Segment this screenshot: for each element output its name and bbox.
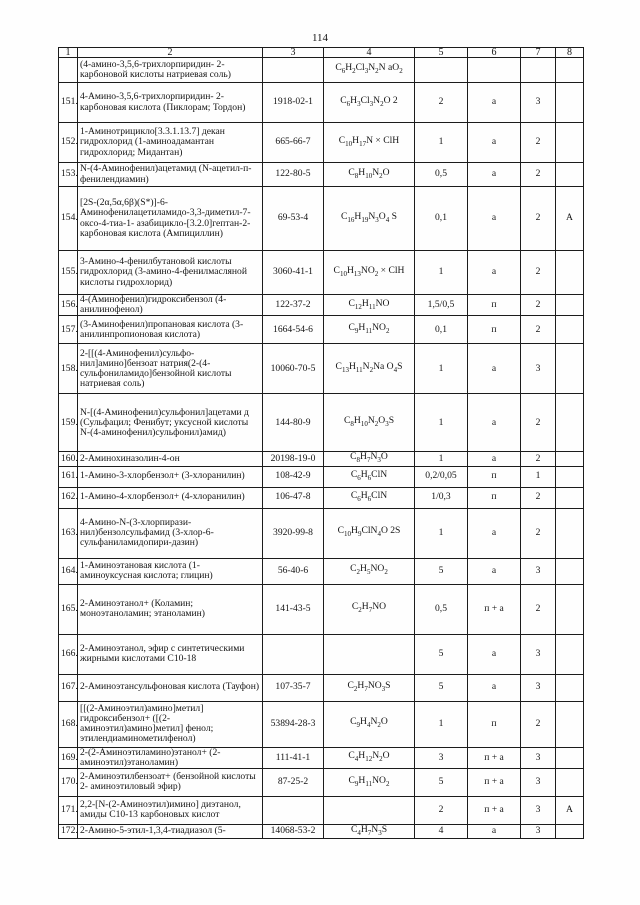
aggregate-state: а — [468, 558, 521, 584]
chemical-formula: $C_2H_5NO_2$ — [324, 558, 415, 584]
chemical-formula: $C_{10}H_9ClN_4O$ 2S — [324, 508, 415, 558]
cas-number: 108-42-9 — [263, 466, 324, 487]
aggregate-state: а — [468, 251, 521, 295]
row-number: 154. — [59, 187, 78, 251]
chemical-formula: $C_6H_6ClN$ — [324, 466, 415, 487]
aggregate-state: п + а — [468, 796, 521, 824]
hazard-class: 3 — [521, 558, 556, 584]
limit-value: 1 — [415, 452, 468, 466]
cas-number: 14068-53-2 — [263, 824, 324, 838]
limit-value: 1 — [415, 701, 468, 747]
substance-name: 2-Аминоэтилбензоат+ (бензойной кислоты 2- аминоэтиловый эфир) — [78, 768, 263, 796]
chemical-formula: $C_6H_2Cl_3N_2N$ $aO_2$ — [324, 58, 415, 83]
substance-name: 2-Аминоэтансульфоновая кислота (Тауфон) — [78, 674, 263, 701]
substance-name: 2-Амино-5-этил-1,3,4-тиадиазол (5- — [78, 824, 263, 838]
hazard-class: 3 — [521, 796, 556, 824]
aggregate-state: п + а — [468, 584, 521, 634]
feature-note — [556, 508, 584, 558]
aggregate-state — [468, 58, 521, 83]
substance-name: 2-[[(4-Аминофенил)сульфо-нил]амино]бензоат натрия(2-(4-сульфониламидо]бензойной кислоты натриевая соль) — [78, 344, 263, 394]
row-number: 169. — [59, 747, 78, 768]
cas-number: 107-35-7 — [263, 674, 324, 701]
table-row — [59, 452, 584, 466]
row-number: 170. — [59, 768, 78, 796]
limit-value: 1 — [415, 394, 468, 452]
aggregate-state: а — [468, 508, 521, 558]
column-number: 6 — [468, 48, 521, 58]
row-number: 164. — [59, 558, 78, 584]
table-row — [59, 634, 584, 674]
row-number: 151. — [59, 83, 78, 123]
chemical-formula: $C_{16}H_{19}N_3O_4$ S — [324, 187, 415, 251]
hazard-class: 3 — [521, 344, 556, 394]
column-number: 3 — [263, 48, 324, 58]
feature-note — [556, 251, 584, 295]
cas-number: 122-37-2 — [263, 295, 324, 316]
table-row — [59, 187, 584, 251]
table-row — [59, 316, 584, 344]
hazard-class: 2 — [521, 394, 556, 452]
row-number: 162. — [59, 487, 78, 508]
cas-number — [263, 58, 324, 83]
aggregate-state: а — [468, 824, 521, 838]
hazard-class: 2 — [521, 316, 556, 344]
column-number: 8 — [556, 48, 584, 58]
feature-note — [556, 824, 584, 838]
column-number: 2 — [78, 48, 263, 58]
feature-note — [556, 584, 584, 634]
row-number: 158. — [59, 344, 78, 394]
table-row — [59, 508, 584, 558]
hazard-class: 2 — [521, 187, 556, 251]
substance-name: 2-Аминохиназолин-4-он — [78, 452, 263, 466]
table-row — [59, 584, 584, 634]
cas-number: 56-40-6 — [263, 558, 324, 584]
feature-note — [556, 83, 584, 123]
substance-name: (4-амино-3,5,6-трихлорпиридин- 2-карбоновой кислоты натриевая соль) — [78, 58, 263, 83]
feature-note — [556, 466, 584, 487]
table-row — [59, 58, 584, 83]
substance-name: 1-Амино-3-хлорбензол+ (3-хлоранилин) — [78, 466, 263, 487]
row-number: 172. — [59, 824, 78, 838]
aggregate-state: а — [468, 83, 521, 123]
row-number: 161. — [59, 466, 78, 487]
feature-note — [556, 634, 584, 674]
feature-note — [556, 295, 584, 316]
table-row — [59, 747, 584, 768]
aggregate-state: п + а — [468, 768, 521, 796]
substance-name: 1-Аминоэтановая кислота (1-аминоуксусная кислота; глицин) — [78, 558, 263, 584]
substance-name: 2-Аминоэтанол+ (Коламин; моноэтаноламин; этаноламин) — [78, 584, 263, 634]
limit-value — [415, 58, 468, 83]
table-row — [59, 487, 584, 508]
table-body — [59, 58, 584, 839]
cas-number: 144-80-9 — [263, 394, 324, 452]
hazard-class: 3 — [521, 83, 556, 123]
substance-name: 4-Амино-3,5,6-трихлорпиридин- 2-карбоновая кислота (Пиклорам; Тордон) — [78, 83, 263, 123]
hazard-class — [521, 58, 556, 83]
feature-note — [556, 58, 584, 83]
cas-number: 122-80-5 — [263, 163, 324, 187]
aggregate-state: а — [468, 163, 521, 187]
hazard-class: 3 — [521, 768, 556, 796]
chemical-formula: $C_{13}H_{11}N_2Na$ $O_4S$ — [324, 344, 415, 394]
limit-value: 0,1 — [415, 316, 468, 344]
feature-note — [556, 452, 584, 466]
row-number: 167. — [59, 674, 78, 701]
chemical-formula: $C_9H_{11}NO_2$ — [324, 768, 415, 796]
cas-number — [263, 634, 324, 674]
column-number: 4 — [324, 48, 415, 58]
table-row — [59, 83, 584, 123]
substance-name: N-[(4-Аминофенил)сульфонил]ацетами д (Сульфацил; Фенибут; уксусной кислоты N-(4-аминофенил)сульфонил)амид) — [78, 394, 263, 452]
limit-value: 2 — [415, 796, 468, 824]
table-row — [59, 796, 584, 824]
limit-value: 1 — [415, 508, 468, 558]
cas-number: 106-47-8 — [263, 487, 324, 508]
aggregate-state: а — [468, 187, 521, 251]
hazard-class: 2 — [521, 701, 556, 747]
row-number: 156. — [59, 295, 78, 316]
cas-number: 1664-54-6 — [263, 316, 324, 344]
chemical-formula: $C_9H_4N_2O$ — [324, 701, 415, 747]
row-number: 157. — [59, 316, 78, 344]
hazard-class: 2 — [521, 251, 556, 295]
aggregate-state: а — [468, 452, 521, 466]
cas-number: 665-66-7 — [263, 123, 324, 163]
limit-value: 5 — [415, 558, 468, 584]
chemical-formula: $C_8H_{10}N_2O$ — [324, 163, 415, 187]
hazard-class: 2 — [521, 452, 556, 466]
chemical-formula: $C_{10}H_{13}NO_2$ × ClH — [324, 251, 415, 295]
substance-name: 4-Амино-N-(3-хлорпирази-нил)бензолсульфамид (3-хлор-6-сульфаниламидопири-дазин) — [78, 508, 263, 558]
limit-value: 2 — [415, 83, 468, 123]
cas-number: 10060-70-5 — [263, 344, 324, 394]
table-row — [59, 824, 584, 838]
table-row — [59, 394, 584, 452]
feature-note — [556, 701, 584, 747]
aggregate-state: а — [468, 634, 521, 674]
hazard-class: 2 — [521, 163, 556, 187]
limit-value: 1 — [415, 251, 468, 295]
substance-name: (3-Аминофенил)пропановая кислота (3-анилинпропионовая кислота) — [78, 316, 263, 344]
limit-value: 1 — [415, 123, 468, 163]
cas-number: 3060-41-1 — [263, 251, 324, 295]
chemical-formula: $C_2H_7NO$ — [324, 584, 415, 634]
feature-note — [556, 344, 584, 394]
substance-name: N-(4-Аминофенил)ацетамид (N-ацетил-п-фенилендиамин) — [78, 163, 263, 187]
hazard-class: 2 — [521, 123, 556, 163]
feature-note — [556, 316, 584, 344]
aggregate-state: а — [468, 344, 521, 394]
column-number: 7 — [521, 48, 556, 58]
row-number: 155. — [59, 251, 78, 295]
column-number: 5 — [415, 48, 468, 58]
column-number-row — [59, 48, 584, 58]
substance-name: 2-(2-Аминоэтиламино)этанол+ (2-аминоэтил)этаноламин) — [78, 747, 263, 768]
hazard-class: 2 — [521, 508, 556, 558]
row-number: 166. — [59, 634, 78, 674]
hazard-class: 1 — [521, 466, 556, 487]
row-number: 165. — [59, 584, 78, 634]
cas-number: 141-43-5 — [263, 584, 324, 634]
aggregate-state: п + а — [468, 747, 521, 768]
hazard-class: 2 — [521, 487, 556, 508]
table-row — [59, 674, 584, 701]
aggregate-state: п — [468, 701, 521, 747]
limit-value: 0,1 — [415, 187, 468, 251]
cas-number: 20198-19-0 — [263, 452, 324, 466]
chemical-formula: $C_6H_3Cl_3N_2O$ 2 — [324, 83, 415, 123]
row-number: 168. — [59, 701, 78, 747]
feature-note: А — [556, 796, 584, 824]
substance-name: [2S-(2α,5α,6β)(S*)]-6-Аминофенилацетиламидо-3,3-диметил-7-оксо-4-тиа-1- азабицикло-[3.2.0]гептан-2- карбоновая кислота (Ампициллин) — [78, 187, 263, 251]
table-row — [59, 295, 584, 316]
feature-note — [556, 487, 584, 508]
hazard-class: 3 — [521, 634, 556, 674]
limit-value: 3 — [415, 747, 468, 768]
aggregate-state: а — [468, 674, 521, 701]
substance-name: 1-Аминотрицикло[3.3.1.13.7] декан гидрохлорид (1-аминоадамантан гидрохлорид; Мидантан) — [78, 123, 263, 163]
row-number: 171. — [59, 796, 78, 824]
cas-number: 1918-02-1 — [263, 83, 324, 123]
cas-number: 111-41-1 — [263, 747, 324, 768]
chemical-formula — [324, 634, 415, 674]
table-row — [59, 123, 584, 163]
substance-name: 3-Амино-4-фенилбутановой кислоты гидрохлорид (3-амино-4-фенилмасляной кислоты гидрохлорид) — [78, 251, 263, 295]
aggregate-state: п — [468, 466, 521, 487]
substance-name: [[(2-Аминоэтил)амино]метил] гидроксибензол+ ([(2-аминоэтил)амино]метил] фенол; этилендиаминометилфенол) — [78, 701, 263, 747]
table-row — [59, 701, 584, 747]
limit-value: 5 — [415, 768, 468, 796]
cas-number: 69-53-4 — [263, 187, 324, 251]
feature-note — [556, 558, 584, 584]
cas-number: 53894-28-3 — [263, 701, 324, 747]
chemical-formula: $C_{10}H_{17}N$ × ClH — [324, 123, 415, 163]
limit-value: 5 — [415, 634, 468, 674]
limit-value: 0,5 — [415, 584, 468, 634]
chemical-formula — [324, 796, 415, 824]
table-row — [59, 558, 584, 584]
aggregate-state: п — [468, 295, 521, 316]
limit-value: 1 — [415, 344, 468, 394]
chemical-formula: $C_4H_7N_3S$ — [324, 824, 415, 838]
hazard-class: 2 — [521, 584, 556, 634]
feature-note — [556, 768, 584, 796]
limit-value: 0,2/0,05 — [415, 466, 468, 487]
limit-value: 1/0,3 — [415, 487, 468, 508]
chemical-formula: $C_8H_{10}N_2O_3S$ — [324, 394, 415, 452]
chemical-formula: $C_{12}H_{11}NO$ — [324, 295, 415, 316]
feature-note — [556, 163, 584, 187]
row-number: 152. — [59, 123, 78, 163]
limit-value: 5 — [415, 674, 468, 701]
hazard-class: 2 — [521, 295, 556, 316]
hazard-class: 3 — [521, 824, 556, 838]
chemical-formula: $C_2H_7NO_3S$ — [324, 674, 415, 701]
hazard-class: 3 — [521, 674, 556, 701]
chemical-formula: $C_8H_7N_3O$ — [324, 452, 415, 466]
table-row — [59, 163, 584, 187]
chemical-formula: $C_4H_{12}N_2O$ — [324, 747, 415, 768]
limit-value: 0,5 — [415, 163, 468, 187]
table-row — [59, 768, 584, 796]
column-number: 1 — [59, 48, 78, 58]
cas-number: 3920-99-8 — [263, 508, 324, 558]
hazard-class: 3 — [521, 747, 556, 768]
substance-name: 1-Амино-4-хлорбензол+ (4-хлоранилин) — [78, 487, 263, 508]
aggregate-state: а — [468, 123, 521, 163]
aggregate-state: п — [468, 316, 521, 344]
aggregate-state: а — [468, 394, 521, 452]
substance-name: 2,2-[N-(2-Аминоэтил)имино] диэтанол, амиды C10-13 карбоновых кислот — [78, 796, 263, 824]
row-number: 160. — [59, 452, 78, 466]
substances-table — [58, 47, 584, 839]
feature-note — [556, 394, 584, 452]
page-number: 114 — [311, 32, 329, 44]
limit-value: 4 — [415, 824, 468, 838]
feature-note — [556, 747, 584, 768]
chemical-formula: $C_9H_{11}NO_2$ — [324, 316, 415, 344]
substance-name: 4-(Аминофенил)гидроксибензол (4-анилинофенол) — [78, 295, 263, 316]
row-number: 153. — [59, 163, 78, 187]
table-row — [59, 466, 584, 487]
substance-name: 2-Аминоэтанол, эфир с синтетическими жирными кислотами C10-18 — [78, 634, 263, 674]
aggregate-state: п — [468, 487, 521, 508]
limit-value: 1,5/0,5 — [415, 295, 468, 316]
row-number — [59, 58, 78, 83]
cas-number: 87-25-2 — [263, 768, 324, 796]
feature-note: А — [556, 187, 584, 251]
feature-note — [556, 123, 584, 163]
table-row — [59, 344, 584, 394]
row-number: 163. — [59, 508, 78, 558]
feature-note — [556, 674, 584, 701]
table-row — [59, 251, 584, 295]
row-number: 159. — [59, 394, 78, 452]
cas-number — [263, 796, 324, 824]
chemical-formula: $C_6H_6ClN$ — [324, 487, 415, 508]
